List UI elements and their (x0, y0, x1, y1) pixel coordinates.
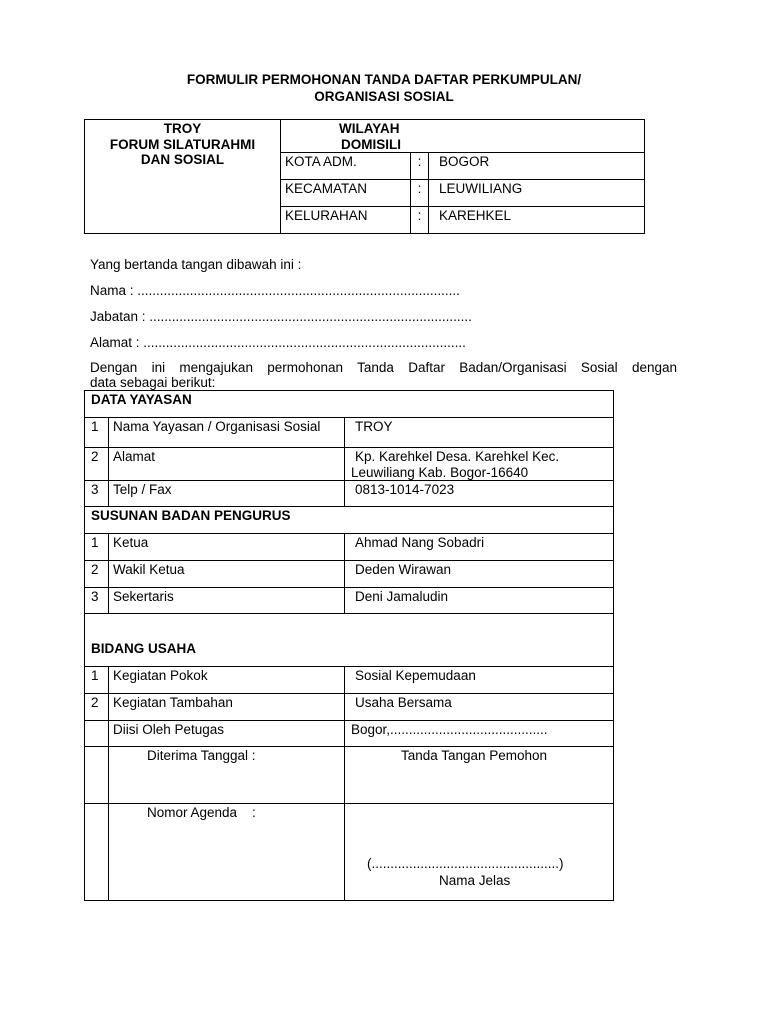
row-number: 2 (85, 694, 109, 721)
row-value: Deden Wirawan (345, 561, 614, 588)
table-row (85, 694, 614, 721)
row-value (345, 448, 614, 481)
kota-label: KOTA ADM. (281, 153, 411, 180)
place-date: Bogor,.......................................... (345, 721, 614, 747)
row-value: Ahmad Nang Sobadri (345, 534, 614, 561)
kecamatan-separator: : (411, 180, 429, 207)
row-number: 2 (85, 561, 109, 588)
applicant-jabatan-field: Jabatan : ...................................................................................... (90, 309, 472, 324)
applicant-alamat-field: Alamat : ...................................................................................... (90, 335, 466, 350)
section-heading-pengurus: SUSUNAN BADAN PENGURUS (85, 507, 614, 534)
row-label: Nama Yayasan / Organisasi Sosial (109, 418, 345, 448)
table-row (85, 418, 614, 448)
row-value: Usaha Bersama (345, 694, 614, 721)
row-number: 1 (85, 667, 109, 694)
table-row (85, 534, 614, 561)
row-label: Sekertaris (109, 588, 345, 614)
organization-name-cell (85, 120, 281, 234)
row-number: 3 (85, 588, 109, 614)
row-value: TROY (345, 418, 614, 448)
table-row (85, 481, 614, 507)
kelurahan-separator: : (411, 207, 429, 234)
address-line-1: Kp. Karehkel Desa. Karehkel Kec. (355, 449, 560, 464)
nama-jelas-label: Nama Jelas (439, 872, 511, 888)
row-number: 1 (85, 534, 109, 561)
kelurahan-value: KAREHKEL (429, 207, 645, 234)
row-number: 1 (85, 418, 109, 448)
header-table (84, 119, 645, 234)
signature-heading: Tanda Tangan Pemohon (345, 747, 614, 804)
kota-value: BOGOR (429, 153, 645, 180)
org-line-2: FORUM SILATURAHMI (109, 136, 256, 152)
statement-line-1: Dengan ini mengajukan permohonan Tanda Daftar Badan/Organisasi Sosial dengan (90, 360, 677, 375)
table-row (85, 588, 614, 614)
row-number-empty (85, 804, 109, 901)
org-line-3: DAN SOSIAL (140, 152, 225, 167)
table-row (85, 667, 614, 694)
region-line-1: WILAYAH (339, 121, 400, 136)
org-line-1: TROY (163, 121, 202, 136)
row-number-empty (85, 721, 109, 747)
row-number: 3 (85, 481, 109, 507)
row-value: Deni Jamaludin (345, 588, 614, 614)
form-title-line1: FORMULIR PERMOHONAN TANDA DAFTAR PERKUMPULAN/ (186, 72, 582, 87)
row-label: Ketua (109, 534, 345, 561)
data-table (84, 390, 614, 901)
applicant-nama-field: Nama : ...................................................................................... (90, 283, 460, 298)
kota-separator: : (411, 153, 429, 180)
row-label: Telp / Fax (109, 481, 345, 507)
nomor-agenda-label: Nomor Agenda : (109, 804, 345, 901)
section-heading-data-yayasan: DATA YAYASAN (85, 391, 614, 418)
signature-line: (..................................................) (367, 856, 564, 871)
address-line-2: Leuwiliang Kab. Bogor-16640 (351, 464, 529, 480)
row-label: Wakil Ketua (109, 561, 345, 588)
row-label: Alamat (109, 448, 345, 481)
row-number-empty (85, 747, 109, 804)
kelurahan-label: KELURAHAN (281, 207, 411, 234)
row-value: 0813-1014-7023 (345, 481, 614, 507)
kecamatan-label: KECAMATAN (281, 180, 411, 207)
row-label: Kegiatan Tambahan (109, 694, 345, 721)
applicant-intro: Yang bertanda tangan dibawah ini : (90, 257, 302, 272)
table-row (85, 561, 614, 588)
signature-cell (345, 804, 614, 901)
statement-line-2: data sebagai berikut: (90, 375, 216, 390)
row-label: Kegiatan Pokok (109, 667, 345, 694)
petugas-label: Diisi Oleh Petugas (109, 721, 345, 747)
kecamatan-value: LEUWILIANG (429, 180, 645, 207)
section-heading-bidang-usaha: BIDANG USAHA (85, 614, 614, 667)
region-heading-cell (281, 120, 645, 153)
row-number: 2 (85, 448, 109, 481)
form-title-line2: ORGANISASI SOSIAL (314, 89, 454, 104)
diterima-tanggal-label: Diterima Tanggal : (109, 747, 345, 804)
row-value: Sosial Kepemudaan (345, 667, 614, 694)
table-row (85, 448, 614, 481)
region-line-2: DOMISILI (341, 136, 401, 152)
